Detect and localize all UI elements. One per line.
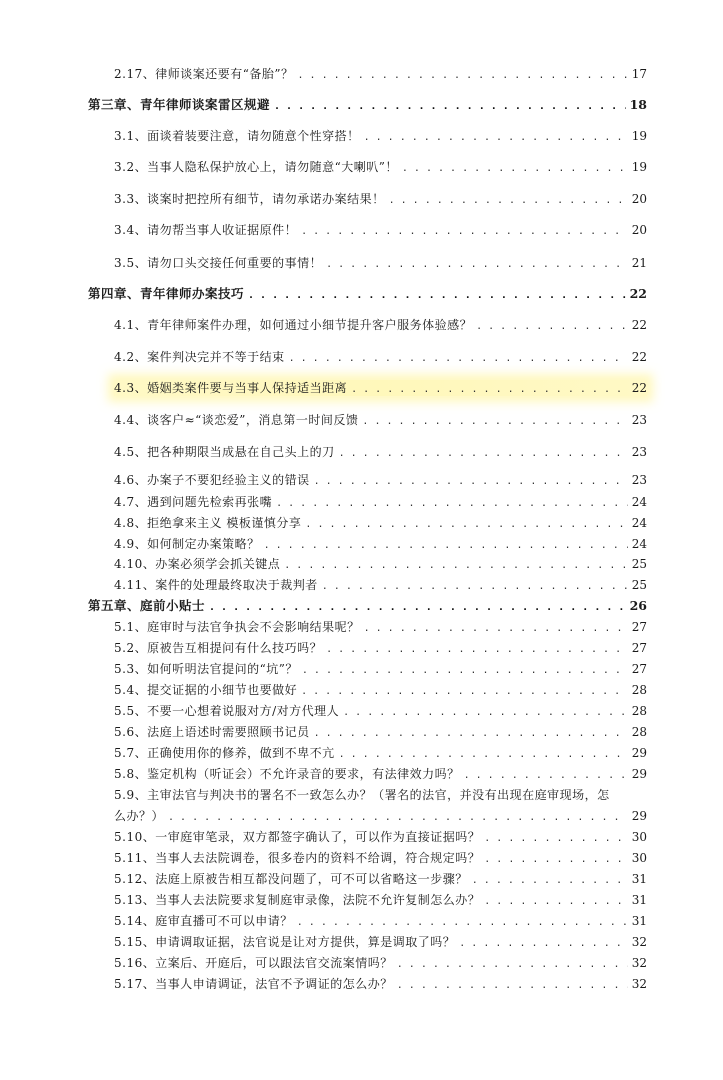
toc-entry[interactable]	[114, 577, 647, 593]
toc-entry-title: 4.9、如何制定办案策略？	[114, 537, 260, 551]
dot-leader	[326, 257, 628, 273]
dot-leader	[302, 663, 628, 679]
toc-entry-title: 5.12、法庭上原被告相互都没问题了，可不可以省略这一步骤？	[114, 872, 468, 886]
toc-entry[interactable]	[114, 976, 647, 992]
toc-page-number: 25	[631, 578, 647, 592]
toc-entry[interactable]	[114, 472, 647, 488]
toc-entry[interactable]	[114, 412, 647, 428]
toc-entry-title: 3.3、谈案时把控所有细节，请勿承诺办案结果！	[114, 192, 385, 206]
toc-page-number: 31	[631, 893, 647, 907]
toc-entry[interactable]	[114, 159, 647, 175]
toc-entry-title: 4.4、谈客户≈“谈恋爱”，消息第一时间反馈	[114, 413, 359, 427]
toc-page-number: 20	[631, 192, 647, 206]
toc-page-number: 22	[631, 381, 647, 395]
toc-entry-title: 5.6、法庭上语述时需要照顾书记员	[114, 725, 310, 739]
toc-entry-title: 4.7、遇到问题先检索再张嘴	[114, 495, 273, 509]
toc-entry[interactable]	[114, 934, 647, 950]
toc-page-number: 23	[631, 445, 647, 459]
toc-entry-title: 3.2、当事人隐私保护放心上，请勿随意“大喇叭”！	[114, 160, 398, 174]
dot-leader	[351, 382, 628, 398]
toc-entry[interactable]	[114, 191, 647, 207]
dot-leader	[343, 705, 628, 721]
dot-leader	[362, 414, 627, 430]
toc-page-number: 28	[631, 683, 647, 697]
toc-page-number: 29	[631, 767, 647, 781]
toc-entry-title: 4.3、婚姻类案件要与当事人保持适当距离	[114, 381, 348, 395]
toc-entry[interactable]	[114, 349, 647, 365]
toc-entry[interactable]	[114, 955, 647, 971]
toc-entry-title: 4.5、把各种期限当成悬在自己头上的刀	[114, 445, 335, 459]
toc-page-number: 23	[631, 473, 647, 487]
toc-page-number: 28	[631, 725, 647, 739]
toc-entry[interactable]	[114, 66, 647, 82]
dot-leader	[484, 831, 627, 847]
dot-leader	[284, 558, 627, 574]
dot-leader	[289, 351, 628, 367]
toc-page-number: 27	[631, 641, 647, 655]
toc-chapter-title: 第五章、庭前小贴士	[88, 598, 206, 613]
dot-leader	[301, 684, 628, 700]
dot-leader	[301, 224, 628, 240]
dot-leader	[397, 957, 628, 973]
toc-page-number: 27	[631, 662, 647, 676]
dot-leader	[248, 288, 626, 304]
toc-entry[interactable]	[114, 255, 647, 271]
toc-entry-title: 5.17、当事人申请调证，法官不予调证的怎么办？	[114, 977, 393, 991]
toc-entry[interactable]	[114, 317, 647, 333]
toc-entry-title: 么办？）	[114, 809, 165, 823]
toc-entry-title: 4.1、青年律师案件办理，如何通过小细节提升客户服务体验感？	[114, 318, 473, 332]
toc-entry-title: 5.5、不要一心想着说服对方/对方代理人	[114, 704, 340, 718]
dot-leader	[364, 130, 628, 146]
toc-page-number: 17	[631, 67, 647, 81]
toc-entry[interactable]	[114, 829, 647, 845]
toc-entry[interactable]	[114, 515, 647, 531]
toc-chapter[interactable]	[88, 286, 647, 302]
toc-page-number: 19	[631, 129, 647, 143]
toc-page-number: 32	[631, 935, 647, 949]
dot-leader	[484, 894, 627, 910]
toc-entry[interactable]	[114, 682, 647, 698]
toc-page-number: 31	[631, 872, 647, 886]
toc-entry[interactable]	[114, 766, 647, 782]
toc-page-number: 24	[631, 495, 647, 509]
dot-leader	[276, 496, 628, 512]
toc-entry-title: 5.13、当事人去法院要求复制庭审录像，法院不允许复制怎么办？	[114, 893, 481, 907]
dot-leader	[298, 68, 628, 84]
dot-leader	[264, 538, 628, 554]
dot-leader	[472, 873, 628, 889]
dot-leader	[168, 810, 628, 826]
toc-page-number: 24	[631, 516, 647, 530]
toc-entry[interactable]	[114, 892, 647, 908]
toc-entry-title: 5.4、提交证据的小细节也要做好	[114, 683, 298, 697]
dot-leader	[209, 600, 626, 616]
toc-entry-title: 5.16、立案后、开庭后，可以跟法官交流案情吗？	[114, 956, 393, 970]
dot-leader	[339, 446, 628, 462]
toc-page-number: 24	[631, 537, 647, 551]
toc-page-number: 19	[631, 160, 647, 174]
toc-entry-title: 2.17、律师谈案还要有“备胎”？	[114, 67, 294, 81]
dot-leader	[314, 474, 628, 490]
toc-page-number: 30	[631, 851, 647, 865]
toc-page-number: 27	[631, 620, 647, 634]
dot-leader	[314, 726, 628, 742]
dot-leader	[339, 747, 628, 763]
toc-chapter[interactable]	[88, 598, 647, 614]
toc-entry-title: 5.2、原被告互相提问有什么技巧吗？	[114, 641, 323, 655]
toc-entry-title: 5.3、如何听明法官提问的“坑”？	[114, 662, 298, 676]
toc-entry[interactable]	[114, 222, 647, 238]
toc-entry[interactable]	[114, 128, 647, 144]
dot-leader	[297, 915, 628, 931]
toc-page-number: 20	[631, 223, 647, 237]
toc-page-number: 32	[631, 977, 647, 991]
dot-leader	[397, 978, 628, 994]
dot-leader	[476, 319, 628, 335]
dot-leader	[305, 517, 627, 533]
toc-page-number: 28	[631, 704, 647, 718]
dot-leader	[389, 193, 628, 209]
toc-entry-title: 5.15、申请调取证据，法官说是让对方提供，算是调取了吗？	[114, 935, 456, 949]
toc-page-number: 29	[631, 746, 647, 760]
toc-entry[interactable]	[114, 380, 647, 396]
toc-page-number: 23	[631, 413, 647, 427]
toc-entry[interactable]	[114, 745, 647, 761]
dot-leader	[459, 936, 627, 952]
toc-entry-title: 3.1、面谈着装要注意，请勿随意个性穿搭！	[114, 129, 360, 143]
toc-page-number: 30	[631, 830, 647, 844]
toc-entry-title: 3.4、请勿帮当事人收证据原件！	[114, 223, 298, 237]
toc-page-number: 32	[631, 956, 647, 970]
toc-entry[interactable]	[114, 536, 647, 552]
dot-leader	[322, 579, 628, 595]
toc-chapter-title: 第三章、青年律师谈案雷区规避	[88, 97, 271, 112]
toc-entry[interactable]	[114, 913, 647, 929]
toc-entry-title: 5.11、当事人去法院调卷，很多卷内的资料不给调，符合规定吗？	[114, 851, 481, 865]
toc-page-number: 22	[631, 350, 647, 364]
toc-entry-title: 5.9、主审法官与判决书的署名不一致怎么办？（署名的法官，并没有出现在庭审现场，怎	[114, 788, 610, 802]
dot-leader	[402, 161, 628, 177]
toc-entry-title: 5.1、庭审时与法官争执会不会影响结果呢？	[114, 620, 360, 634]
toc-page-number: 22	[631, 318, 647, 332]
toc-entry-title: 4.11、案件的处理最终取决于裁判者	[114, 578, 318, 592]
toc-entry[interactable]	[114, 640, 647, 656]
toc-page-number: 18	[629, 97, 647, 112]
toc-entry[interactable]	[114, 556, 647, 572]
toc-entry[interactable]	[114, 494, 647, 510]
dot-leader	[364, 621, 628, 637]
toc-entry[interactable]	[114, 808, 647, 824]
toc-chapter[interactable]	[88, 97, 647, 113]
toc-entry-title: 5.10、一审庭审笔录，双方都签字确认了，可以作为直接证据吗？	[114, 830, 481, 844]
toc-entry[interactable]	[114, 661, 647, 677]
toc-entry[interactable]	[114, 444, 647, 460]
dot-leader	[484, 852, 627, 868]
toc-entry-title: 4.6、办案子不要犯经验主义的错误	[114, 473, 310, 487]
toc-entry[interactable]	[114, 871, 647, 887]
toc-page-number: 22	[629, 286, 647, 301]
toc-entry-title: 4.2、案件判决完并不等于结束	[114, 350, 285, 364]
toc-chapter-title: 第四章、青年律师办案技巧	[88, 286, 245, 301]
toc-entry-title: 4.8、拒绝拿来主义 模板谨慎分享	[114, 516, 302, 530]
toc-entry-title: 5.14、庭审直播可不可以申请？	[114, 914, 293, 928]
toc-page-number: 25	[631, 557, 647, 571]
toc-entry[interactable]	[114, 850, 647, 866]
dot-leader	[326, 642, 628, 658]
toc-entry-title: 5.7、正确使用你的修养，做到不卑不亢	[114, 746, 335, 760]
toc-entry[interactable]	[114, 703, 647, 719]
dot-leader	[274, 99, 626, 115]
toc-entry[interactable]	[114, 619, 647, 635]
toc-entry-title: 4.10、办案必须学会抓关键点	[114, 557, 281, 571]
toc-entry[interactable]	[114, 724, 647, 740]
toc-page-number: 26	[629, 598, 647, 613]
toc-page-number: 29	[631, 809, 647, 823]
toc-page-number: 21	[631, 256, 647, 270]
toc-page-number: 31	[631, 914, 647, 928]
dot-leader	[464, 768, 628, 784]
toc-entry-title: 3.5、请勿口头交接任何重要的事情！	[114, 256, 323, 270]
toc-entry-title: 5.8、鉴定机构（听证会）不允许录音的要求，有法律效力吗？	[114, 767, 460, 781]
